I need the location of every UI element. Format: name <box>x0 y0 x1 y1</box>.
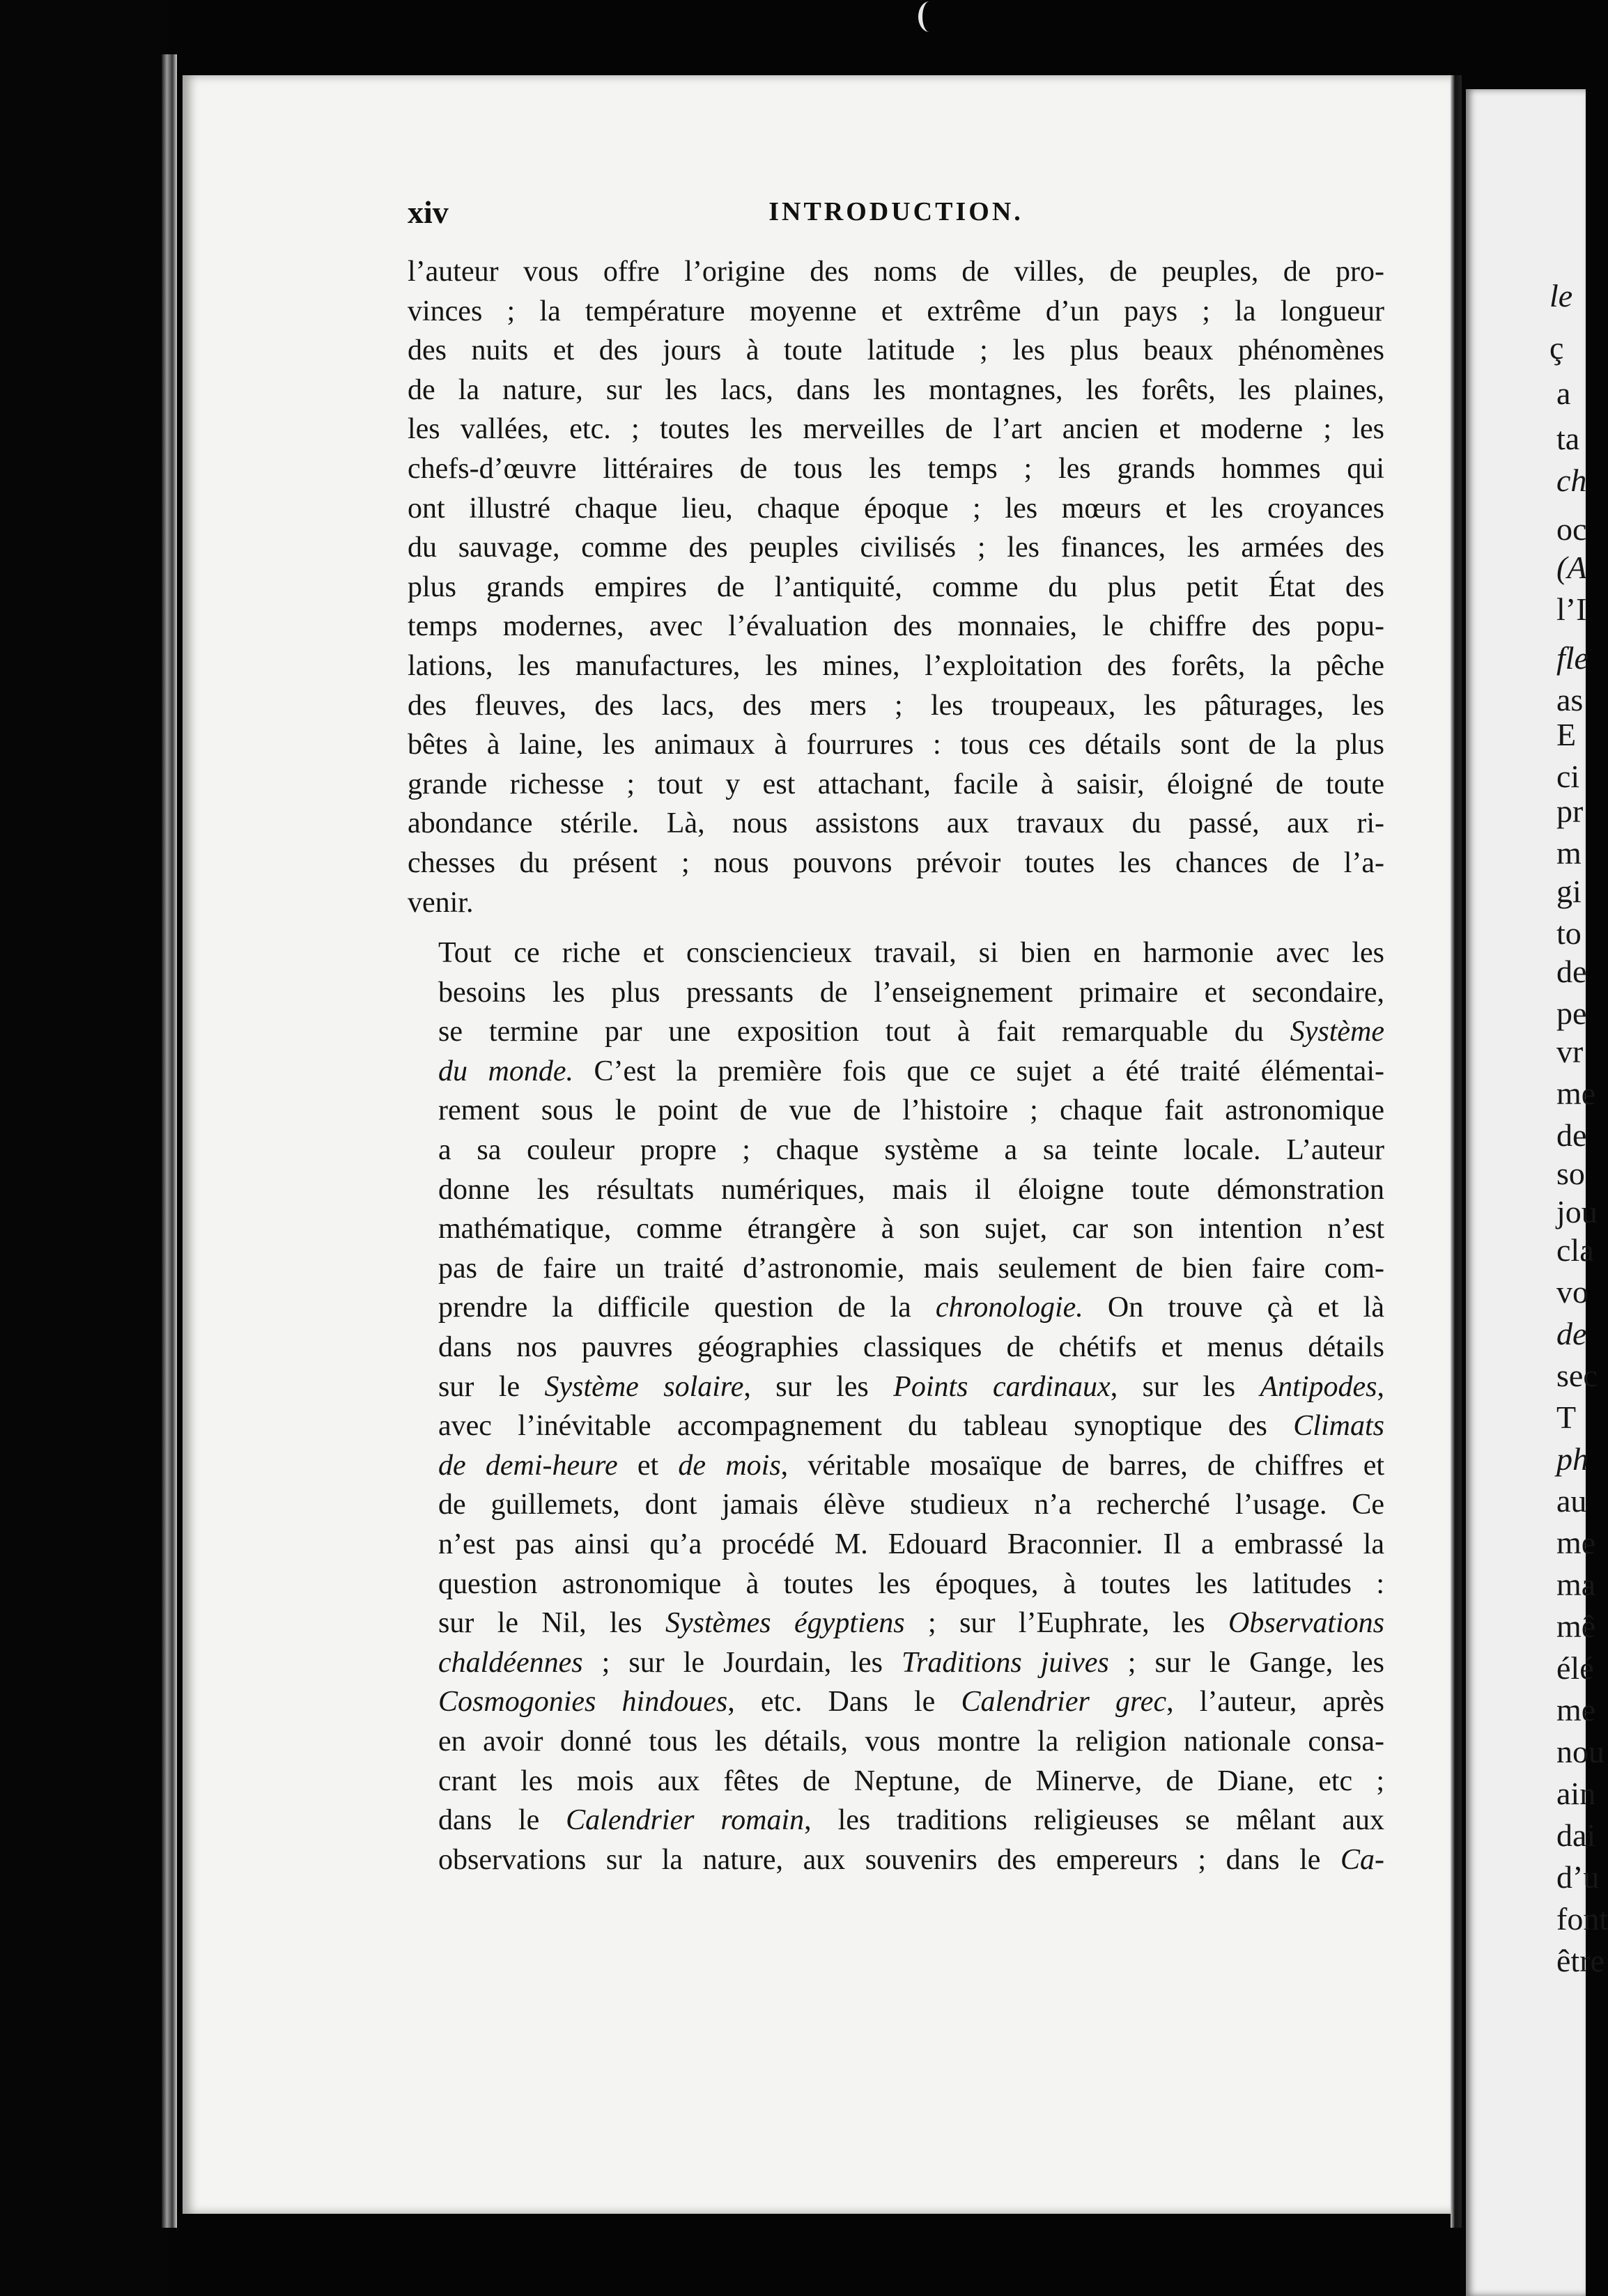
facing-page-text: ch <box>1556 463 1587 498</box>
text-line: du monde. C’est la première fois que ce sujet a été traité élémentai- <box>438 1055 1384 1087</box>
facing-page-text: élé <box>1556 1650 1594 1686</box>
text-line: du sauvage, comme des peuples civilisés ; les finances, les armées des <box>408 532 1384 564</box>
facing-page-text: a <box>1556 375 1571 411</box>
text-line: crant les mois aux fêtes de Neptune, de Minerve, de Diane, etc ; <box>438 1764 1384 1797</box>
page-gutter <box>1451 75 1462 2228</box>
text-line: chesses du présent ; nous pouvons prévoir toutes les chances de l’a- <box>408 846 1384 879</box>
running-title: INTRODUCTION. <box>768 197 1023 226</box>
paragraph <box>408 252 1384 922</box>
text-line: bêtes à laine, les animaux à fourrures : tous ces détails sont de la plus <box>408 729 1384 761</box>
facing-page-text: d’u <box>1556 1859 1600 1895</box>
text-line: lations, les manufactures, les mines, l’exploitation des forêts, la pêche <box>408 649 1384 682</box>
text-line: en avoir donné tous les détails, vous montre la religion nationale consa- <box>438 1725 1384 1758</box>
facing-page-text: font <box>1556 1901 1608 1937</box>
facing-page-text: me <box>1556 1692 1596 1728</box>
text-line: des nuits et des jours à toute latitude ; les plus beaux phénomènes <box>408 334 1384 367</box>
facing-page-text: (A <box>1556 550 1587 585</box>
text-line: avec l’inévitable accompagnement du tableau synoptique des Climats <box>438 1410 1384 1443</box>
text-line: rement sous le point de vue de l’histoire ; chaque fait astronomique <box>438 1094 1384 1127</box>
text-line: vinces ; la température moyenne et extrême d’un pays ; la longueur <box>408 295 1384 327</box>
facing-page-text: T <box>1556 1399 1577 1435</box>
text-line: de guillemets, dont jamais élève studieux n’a recherché l’usage. Ce <box>438 1489 1384 1521</box>
facing-page-text: au <box>1556 1483 1587 1519</box>
facing-page-text: être <box>1556 1943 1605 1978</box>
page-header <box>408 194 1384 235</box>
facing-page-fragment <box>1466 89 1608 2296</box>
text-line: venir. <box>408 886 474 919</box>
facing-page-text: gi <box>1556 874 1582 909</box>
facing-page-text: sec <box>1556 1358 1598 1393</box>
text-line: chefs-d’œuvre littéraires de tous les temps ; les grands hommes qui <box>408 452 1384 485</box>
page-number: xiv <box>408 194 449 230</box>
text-line: observations sur la nature, aux souvenirs des empereurs ; dans le Ca- <box>438 1843 1384 1876</box>
text-line: de la nature, sur les lacs, dans les montagnes, les forêts, les plaines, <box>408 373 1384 406</box>
facing-page-text: pr <box>1556 793 1584 829</box>
facing-page-text: ph <box>1556 1441 1588 1477</box>
text-line: se termine par une exposition tout à fait remarquable du Système <box>438 1016 1384 1048</box>
facing-page-text: ta <box>1556 421 1580 456</box>
text-line: dans nos pauvres géographies classiques de chétifs et menus détails <box>438 1331 1384 1364</box>
facing-page-text: ç <box>1549 330 1564 366</box>
text-line: sur le Nil, les Systèmes égyptiens ; sur l’Euphrate, les Observations <box>438 1607 1385 1640</box>
scan-artifact-mark <box>918 1 941 32</box>
text-line: besoins les plus pressants de l’enseignement primaire et secondaire, <box>438 976 1384 1009</box>
facing-page-text: ci <box>1556 759 1580 794</box>
facing-page-text: ma <box>1556 1567 1596 1602</box>
text-line: chaldéennes ; sur le Jourdain, les Traditions juives ; sur le Gange, les <box>438 1646 1384 1679</box>
facing-page-text: l’I <box>1556 591 1587 627</box>
paragraph <box>408 933 1384 1879</box>
text-line: prendre la difficile question de la chronologie. On trouve çà et là <box>438 1292 1384 1324</box>
text-line: abondance stérile. Là, nous assistons aux travaux du passé, aux ri- <box>408 807 1384 840</box>
text-line: Tout ce riche et consciencieux travail, si bien en harmonie avec les <box>438 937 1384 970</box>
text-line: ont illustré chaque lieu, chaque époque ; les mœurs et les croyances <box>408 492 1384 525</box>
text-line: donne les résultats numériques, mais il éloigne toute démonstration <box>438 1173 1384 1206</box>
text-line: temps modernes, avec l’évaluation des monnaies, le chiffre des popu- <box>408 610 1384 643</box>
facing-page-text: as <box>1556 682 1584 718</box>
facing-page-text: m <box>1556 835 1582 871</box>
page-stack-edge <box>162 54 177 2228</box>
text-line: sur le Système solaire, sur les Points cardinaux, sur les Antipodes, <box>438 1370 1384 1403</box>
text-line: pas de faire un traité d’astronomie, mais seulement de bien faire com- <box>438 1252 1384 1285</box>
text-line: des fleuves, des lacs, des mers ; les troupeaux, les pâturages, les <box>408 689 1384 722</box>
facing-page-text: to <box>1556 915 1582 951</box>
facing-page-text: me <box>1556 1076 1596 1111</box>
facing-page-text: vr <box>1556 1034 1584 1069</box>
facing-page-text: nou <box>1556 1734 1605 1769</box>
body-text <box>408 252 1384 1879</box>
facing-page-text: jou <box>1556 1194 1598 1230</box>
facing-page-text: so <box>1556 1156 1585 1191</box>
text-line: de demi-heure et de mois, véritable mosaïque de barres, de chiffres et <box>438 1449 1385 1482</box>
text-line: plus grands empires de l’antiquité, comme du plus petit État des <box>408 571 1384 603</box>
facing-page-text: de <box>1556 1117 1587 1153</box>
text-line: a sa couleur propre ; chaque système a sa teinte locale. L’auteur <box>438 1134 1384 1167</box>
text-line: mathématique, comme étrangère à son sujet, car son intention n’est <box>438 1213 1384 1246</box>
facing-page-text: fle <box>1556 640 1588 676</box>
facing-page-text: vo <box>1556 1274 1588 1310</box>
facing-page-text: mê <box>1556 1608 1596 1644</box>
text-line: dans le Calendrier romain, les traditions religieuses se mêlant aux <box>438 1804 1384 1837</box>
facing-page-text: ain <box>1556 1776 1596 1811</box>
facing-page-text: le <box>1549 278 1573 313</box>
text-line: grande richesse ; tout y est attachant, facile à saisir, éloigné de toute <box>408 768 1384 800</box>
text-line: l’auteur vous offre l’origine des noms de villes, de peuples, de pro- <box>408 256 1384 288</box>
facing-page-text: dai <box>1556 1817 1596 1853</box>
facing-page-text: E <box>1556 717 1577 752</box>
text-line: n’est pas ainsi qu’a procédé M. Edouard Braconnier. Il a embrassé la <box>438 1528 1384 1560</box>
scan-background <box>0 0 167 2296</box>
facing-page-text: de <box>1556 954 1587 989</box>
facing-page-text: me <box>1556 1525 1596 1560</box>
facing-page-text: cla <box>1556 1232 1594 1268</box>
text-line: Cosmogonies hindoues, etc. Dans le Calendrier grec, l’auteur, après <box>438 1686 1384 1719</box>
facing-page-text: de <box>1556 1316 1587 1351</box>
text-line: question astronomique à toutes les époques, à toutes les latitudes : <box>438 1567 1384 1600</box>
text-line: les vallées, etc. ; toutes les merveilles de l’art ancien et moderne ; les <box>408 413 1384 446</box>
facing-page-text: pe <box>1556 995 1587 1031</box>
facing-page-text: oc <box>1556 511 1587 547</box>
